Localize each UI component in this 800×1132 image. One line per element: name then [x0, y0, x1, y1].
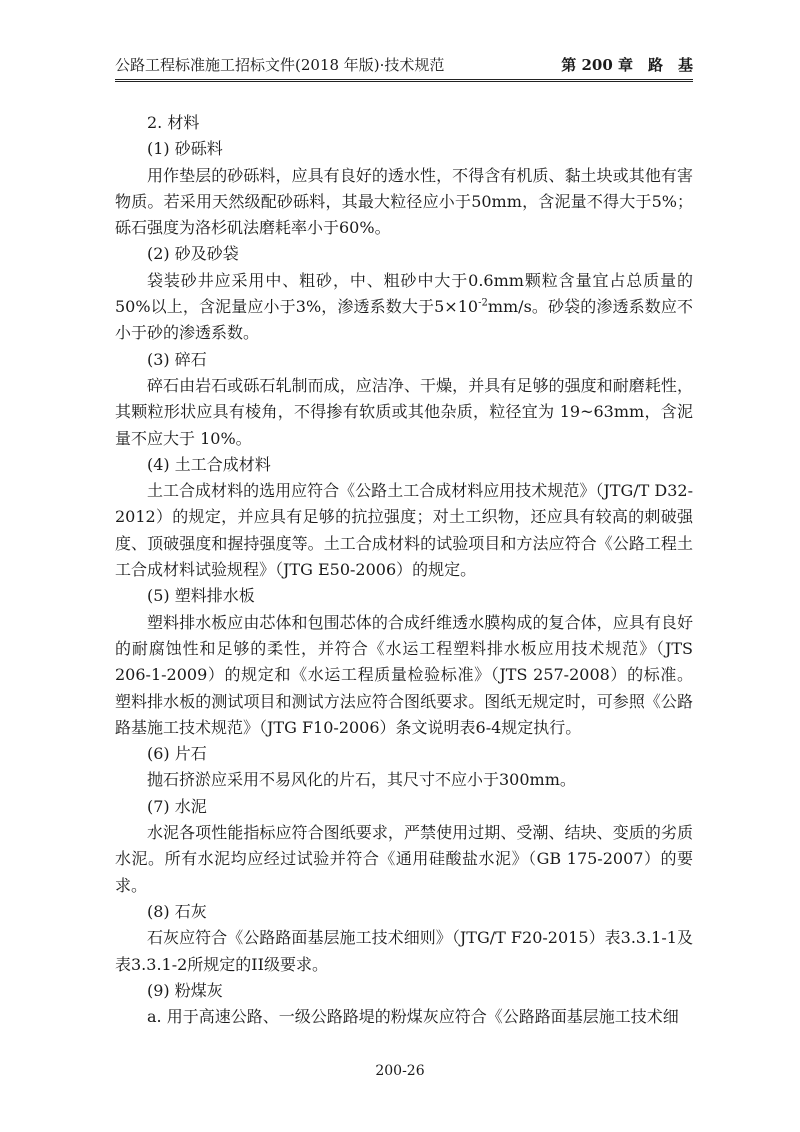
item-heading-fly-ash: (9) 粉煤灰	[147, 980, 223, 1000]
page-number: 200-26	[375, 1063, 425, 1079]
header-divider	[115, 79, 693, 82]
item-heading-gravel: (1) 砂砾料	[147, 139, 223, 159]
item-text-sand-part2: mm/s。砂袋的渗透系数应不小于砂的渗透系数。	[115, 297, 693, 343]
item-text-geosynthetics: 土工合成材料的选用应符合《公路土工合成材料应用技术规范》（JTG/T D32-2012）的规定，并应具有足够的抗拉强度；对土工织物，还应具有较高的刺破强度、顶破强度和握持强度等。土工合成材料的试验项目和方法应符合《公路工程土工合成材料试验规程》（JTG E50-2006）的规定。	[115, 481, 693, 580]
item-heading-cement: (7) 水泥	[147, 796, 207, 816]
item-text-lime: 石灰应符合《公路路面基层施工技术细则》（JTG/T F20-2015）表3.3.1-1及表3.3.1-2所规定的II级要求。	[115, 928, 693, 974]
item-text-sand-part1: 袋装砂井应采用中、粗砂，中、粗砂中大于0.6mm颗粒含量宜占总质量的50%以上，含泥量应小于3%，渗透系数大于5×10	[115, 270, 693, 317]
page-body	[115, 110, 693, 1030]
item-heading-sand: (2) 砂及砂袋	[147, 244, 239, 264]
item-heading-drainage-board: (5) 塑料排水板	[147, 586, 255, 606]
item-heading-rubble: (6) 片石	[147, 744, 207, 764]
item-text-rubble: 抛石挤淤应采用不易风化的片石，其尺寸不应小于300mm。	[147, 770, 576, 790]
item-text-gravel: 用作垫层的砂砾料，应具有良好的透水性，不得含有机质、黏土块或其他有害物质。若采用天然级配砂砾料，其最大粒径应小于50mm，含泥量不得大于5%；砾石强度为洛杉矶法磨耗率小于60%。	[115, 165, 693, 238]
item-heading-lime: (8) 石灰	[147, 901, 207, 921]
page-header	[115, 54, 693, 80]
item-heading-crushed-stone: (3) 碎石	[147, 349, 207, 369]
item-text-cement: 水泥各项性能指标应符合图纸要求，严禁使用过期、受潮、结块、变质的劣质水泥。所有水泥均应经过试验并符合《通用硅酸盐水泥》（GB 175-2007）的要求。	[115, 823, 693, 895]
document-title: 公路工程标准施工招标文件(2018 年版)·技术规范	[115, 56, 445, 74]
item-text-fly-ash: a. 用于高速公路、一级公路路堤的粉煤灰应符合《公路路面基层施工技术细	[147, 1007, 679, 1027]
chapter-title: 第 200 章 路 基	[561, 56, 693, 74]
exponent: -2	[478, 297, 488, 309]
item-heading-geosynthetics: (4) 土工合成材料	[147, 454, 271, 474]
item-text-sand	[115, 268, 693, 347]
section-title: 2. 材料	[147, 113, 200, 132]
item-text-crushed-stone: 碎石由岩石或砾石轧制而成，应洁净、干燥，并具有足够的强度和耐磨耗性，其颗粒形状应具有棱角，不得掺有软质或其他杂质，粒径宜为 19~63mm，含泥量不应大于 10%。	[115, 375, 693, 448]
item-text-drainage-board: 塑料排水板应由芯体和包围芯体的合成纤维透水膜构成的复合体，应具有良好的耐腐蚀性和足够的柔性，并符合《水运工程塑料排水板应用技术规范》（JTS 206-1-2009）的规定和《水运工程质量检验标准》（JTS 257-2008）的标准。塑料排水板的测试项目和测试方法应符合图纸要求。图纸无规定时，可参照《公路路基施工技术规范》（JTG F10-2006）条文说明表6-4规定执行。	[115, 612, 693, 737]
